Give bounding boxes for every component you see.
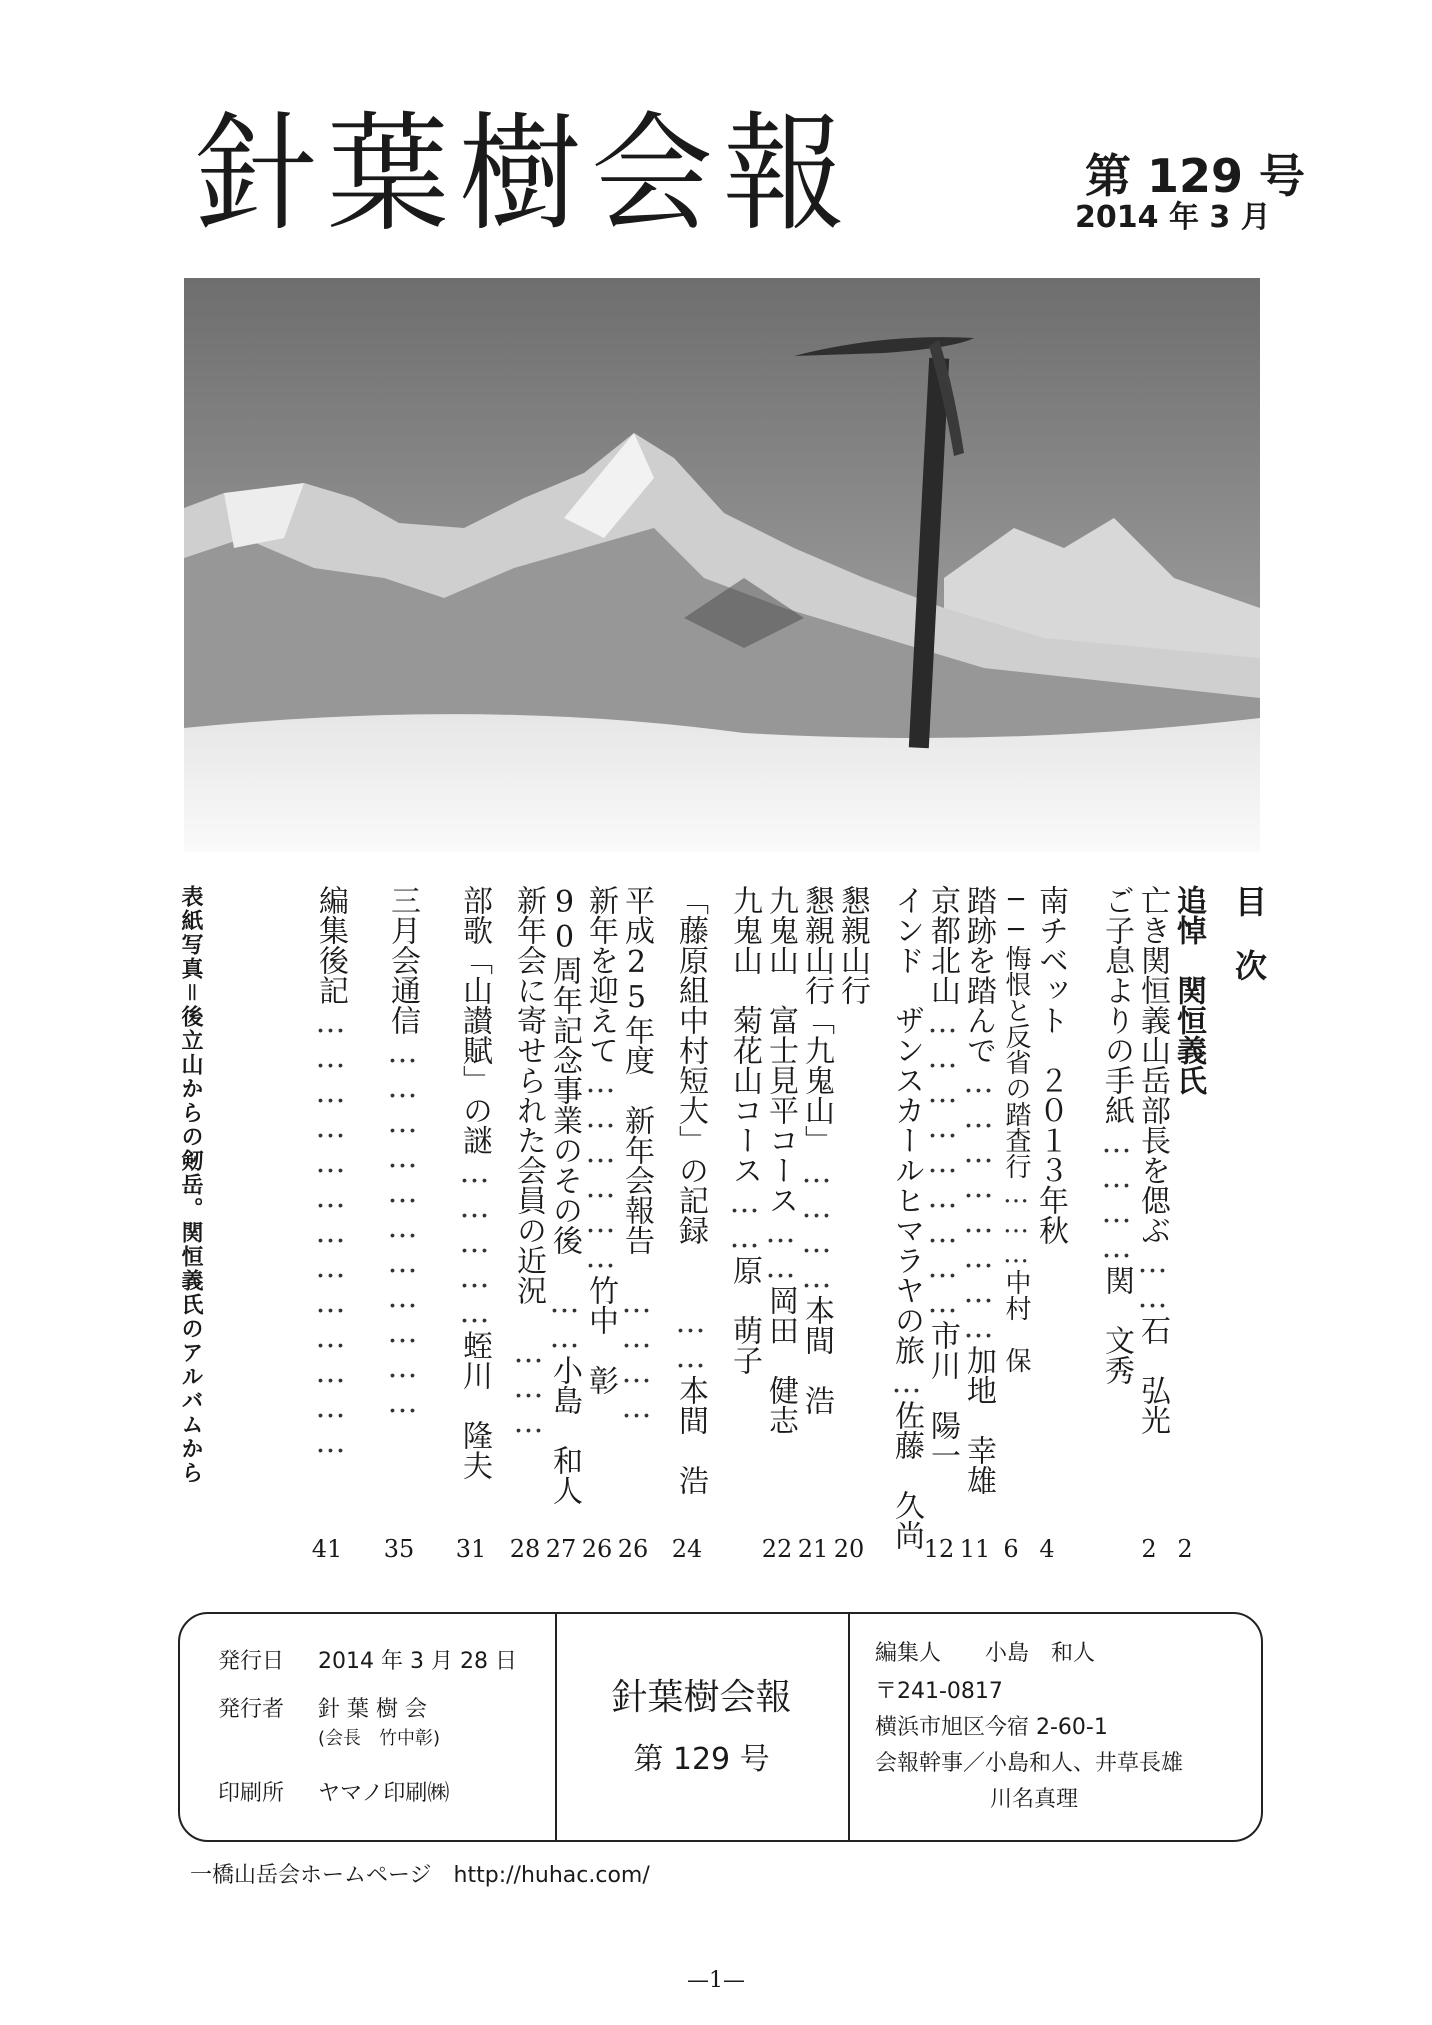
toc-entry: インド ザンスカールヒマラヤの旅…佐藤 久尚 bbox=[889, 885, 924, 1550]
masthead-title: 針葉樹会報 bbox=[195, 99, 855, 249]
toc-page-number: 24 bbox=[671, 1535, 703, 1563]
address: 横浜市旭区今宿 2-60-1 bbox=[875, 1715, 1108, 1740]
postal-code: 〒241-0817 bbox=[875, 1679, 1003, 1704]
toc-page-number: 11 bbox=[959, 1535, 991, 1563]
editor: 編集人 小島 和人 bbox=[875, 1641, 1096, 1666]
toc-entry: 京都北山………………………市川 陽一 bbox=[925, 885, 960, 1470]
secretaries: 会報幹事／小島和人、井草長雄 bbox=[875, 1751, 1184, 1776]
toc-page-number: 6 bbox=[1003, 1535, 1019, 1563]
divider bbox=[848, 1614, 850, 1840]
toc-page-number: 35 bbox=[383, 1535, 415, 1563]
cover-caption: 表紙写真＝後立山からの剱岳。関恒義氏のアルバムから bbox=[178, 885, 203, 1485]
toc-entry: 90周年記念事業のその後 ……小島 和人 bbox=[547, 885, 582, 1505]
toc-entry: 踏跡を踏んで……………………加地 幸雄 bbox=[961, 885, 996, 1495]
toc-page-number: 21 bbox=[797, 1535, 829, 1563]
toc-page-number: 4 bbox=[1039, 1535, 1055, 1563]
printer: ヤマノ印刷㈱ bbox=[318, 1781, 450, 1806]
printer-label: 印刷所 bbox=[218, 1781, 285, 1806]
toc-entry: 九鬼山 富士見平コース……岡田 健志 bbox=[763, 885, 798, 1435]
toc-page-number: 31 bbox=[455, 1535, 487, 1563]
toc-page-number: 41 bbox=[311, 1535, 343, 1563]
toc-page-number: 12 bbox=[923, 1535, 955, 1563]
publish-date-label: 発行日 bbox=[218, 1649, 285, 1674]
toc-entry: 追悼 関恒義氏 bbox=[1171, 885, 1206, 1095]
toc-entry: ──悔恨と反省の踏査行………中村 保 bbox=[1001, 885, 1031, 1373]
colophon-issue: 第 129 号 bbox=[633, 1742, 770, 1777]
toc-entry: ご子息よりの手紙…………関 文秀 bbox=[1099, 885, 1134, 1385]
toc-page-number: 22 bbox=[761, 1535, 793, 1563]
toc-entry: 懇親山行 bbox=[835, 885, 870, 1005]
publish-date: 2014 年 3 月 28 日 bbox=[318, 1649, 517, 1674]
secretaries-2: 川名真理 bbox=[990, 1787, 1079, 1812]
colophon-title: 針葉樹会報 bbox=[611, 1677, 792, 1718]
toc-entry: 部歌「山讃賦」の謎……………蛭川 隆夫 bbox=[457, 885, 492, 1480]
issue-number: 第 129 号 bbox=[1085, 149, 1306, 203]
table-of-contents bbox=[175, 885, 1268, 1565]
toc-page-number: 26 bbox=[617, 1535, 649, 1563]
toc-heading: 目 次 bbox=[1230, 885, 1268, 981]
toc-page-number: 26 bbox=[581, 1535, 613, 1563]
toc-page-number: 2 bbox=[1177, 1535, 1193, 1563]
toc-page-number: 28 bbox=[509, 1535, 541, 1563]
toc-entry: 三月会通信…………………………… bbox=[385, 885, 420, 1420]
toc-entry: 平成25年度 新年会報告 ………… bbox=[619, 885, 654, 1425]
toc-entry: 南チベット ２０１３年秋 bbox=[1033, 885, 1068, 1245]
toc-entry: 「藤原組中村短大」の記録 ……本間 浩 bbox=[673, 885, 708, 1495]
colophon-box bbox=[178, 1612, 1263, 1842]
publisher: 針 葉 樹 会 bbox=[318, 1697, 427, 1722]
toc-entry: 九鬼山 菊花山コース……原 萌子 bbox=[727, 885, 762, 1375]
toc-page-number: 2 bbox=[1141, 1535, 1157, 1563]
publisher-label: 発行者 bbox=[218, 1697, 285, 1722]
toc-entry: 編集後記………………………………… bbox=[313, 885, 348, 1460]
homepage-link[interactable]: 一橋山岳会ホームページ http://huhac.com/ bbox=[190, 1863, 650, 1888]
president: (会長 竹中彰) bbox=[318, 1728, 441, 1749]
page-number: —1— bbox=[687, 1968, 745, 1993]
toc-page-number: 27 bbox=[545, 1535, 577, 1563]
toc-entry: 亡き関恒義山岳部長を偲ぶ……石 弘光 bbox=[1135, 885, 1170, 1435]
toc-entry: 懇親山行「九鬼山」…………本間 浩 bbox=[799, 885, 834, 1415]
colophon-middle bbox=[555, 1614, 848, 1840]
toc-page-number: 20 bbox=[833, 1535, 865, 1563]
toc-entry: 新年を迎えて………………竹中 彰 bbox=[583, 885, 618, 1395]
toc-entry: 新年会に寄せられた会員の近況 ……… bbox=[511, 885, 546, 1440]
issue-date: 2014 年 3 月 bbox=[1075, 200, 1271, 235]
cover-photo bbox=[184, 278, 1260, 852]
